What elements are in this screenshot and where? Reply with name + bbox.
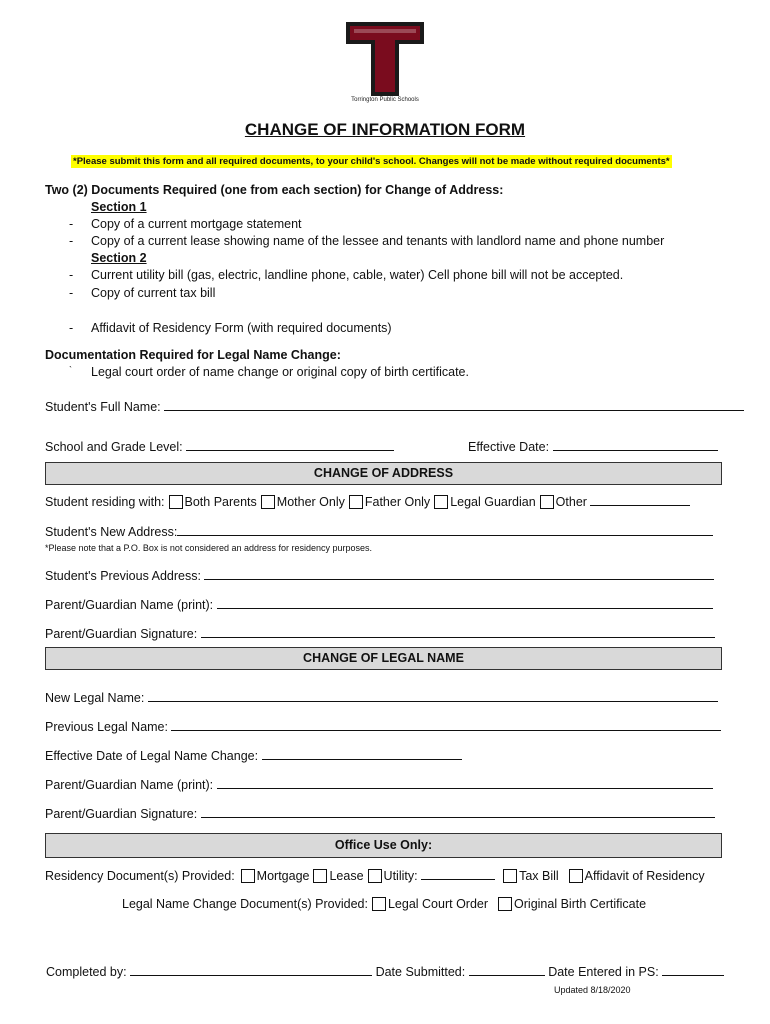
name-guardian-name-field[interactable]: Parent/Guardian Name (print): [45,777,713,792]
lease-checkbox[interactable] [313,869,327,883]
name-docs-row: Legal Name Change Document(s) Provided: Legal Court Order Original Birth Certificate [122,897,647,911]
name-docs-heading: Documentation Required for Legal Name Change: [45,348,341,362]
other-checkbox[interactable] [540,495,554,509]
utility-field[interactable] [421,868,495,880]
student-full-name-field[interactable]: Student's Full Name: [45,399,744,414]
section1-label: Section 1 [91,200,147,214]
date-entered-field[interactable] [662,964,724,976]
residency-docs-row: Residency Document(s) Provided: Mortgage Lease Utility: Tax Bill Affidavit of Residency [45,869,705,883]
guardian-name-field[interactable]: Parent/Guardian Name (print): [45,597,713,612]
father-only-checkbox[interactable] [349,495,363,509]
residing-with-row: Student residing with: Both Parents Mother Only Father Only Legal Guardian Other [45,494,690,509]
new-address-field[interactable]: Student's New Address: [45,524,713,539]
logo-caption: Torrington Public Schools [351,97,419,103]
po-box-note: *Please note that a P.O. Box is not considered an address for residency purposes. [45,543,373,553]
name-change-effective-date-field[interactable]: Effective Date of Legal Name Change: [45,748,462,763]
submission-notice: *Please submit this form and all required documents, to your child's school. Changes will not be made without required documents* [73,156,670,167]
both-parents-checkbox[interactable] [169,495,183,509]
new-legal-name-field[interactable]: New Legal Name: [45,690,718,705]
mortgage-checkbox[interactable] [241,869,255,883]
affidavit-checkbox[interactable] [569,869,583,883]
previous-address-field[interactable]: Student's Previous Address: [45,568,714,583]
school-grade-field[interactable]: School and Grade Level: [45,439,394,454]
tax-bill-checkbox[interactable] [503,869,517,883]
other-field[interactable] [590,494,690,506]
completion-row: Completed by: Date Submitted: Date Entered in PS: [46,964,724,979]
updated-date: Updated 8/18/2020 [554,985,631,995]
birth-certificate-checkbox[interactable] [498,897,512,911]
name-guardian-signature-field[interactable]: Parent/Guardian Signature: [45,806,715,821]
court-order-checkbox[interactable] [372,897,386,911]
completed-by-field[interactable] [130,964,372,976]
date-submitted-field[interactable] [469,964,545,976]
effective-date-field[interactable]: Effective Date: [468,439,718,454]
legal-guardian-checkbox[interactable] [434,495,448,509]
guardian-signature-field[interactable]: Parent/Guardian Signature: [45,626,715,641]
office-use-bar: Office Use Only: [45,833,722,858]
mother-only-checkbox[interactable] [261,495,275,509]
change-of-legal-name-bar: CHANGE OF LEGAL NAME [45,647,722,670]
page-title: CHANGE OF INFORMATION FORM [244,120,526,139]
change-of-address-bar: CHANGE OF ADDRESS [45,462,722,485]
address-docs-heading: Two (2) Documents Required (one from each section) for Change of Address: [45,183,504,197]
previous-legal-name-field[interactable]: Previous Legal Name: [45,719,721,734]
section2-label: Section 2 [91,251,147,265]
utility-checkbox[interactable] [368,869,382,883]
